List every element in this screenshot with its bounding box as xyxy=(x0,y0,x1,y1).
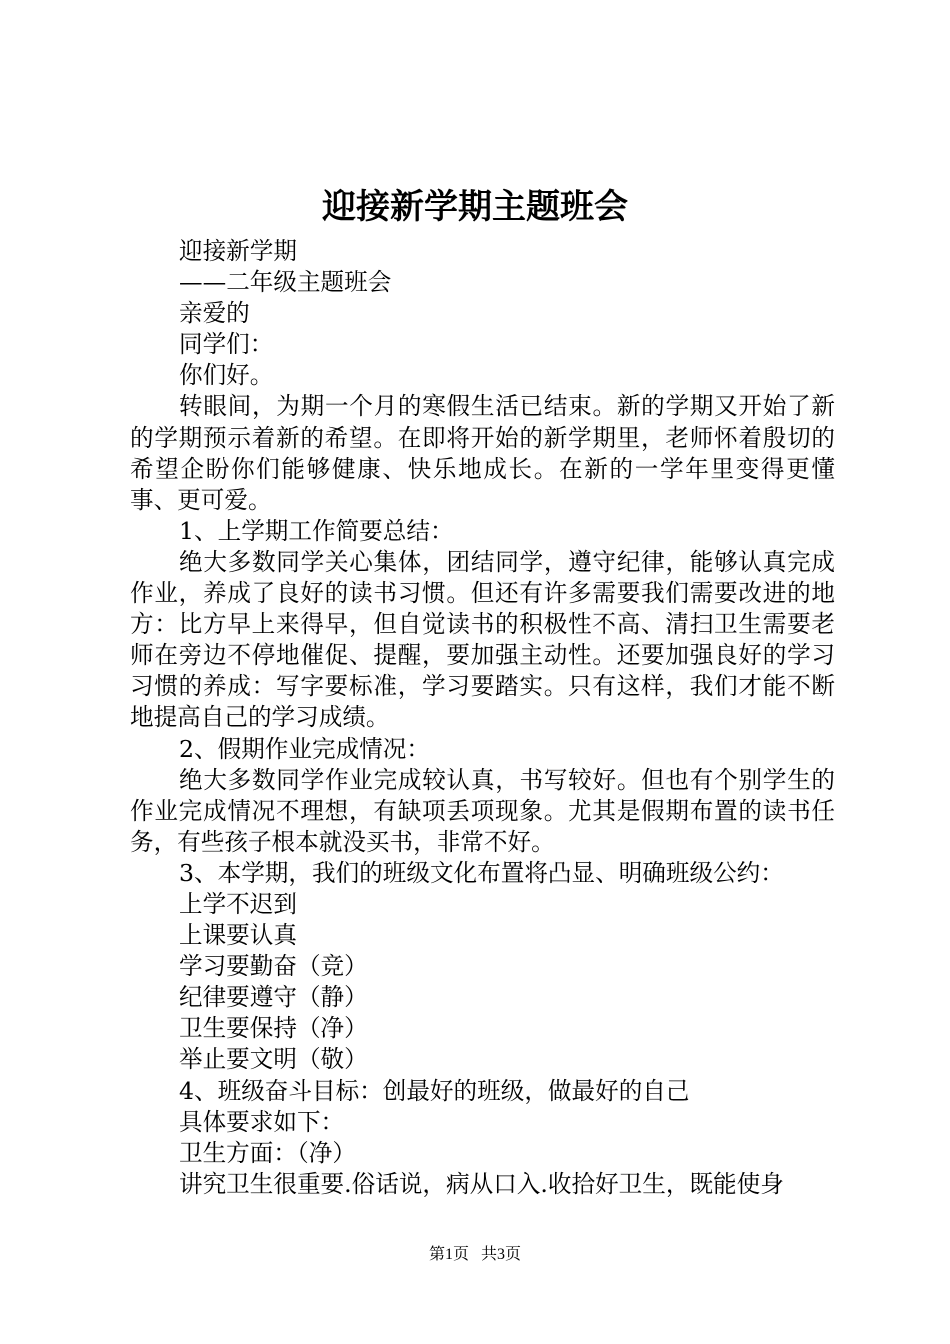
convention-item: 上课要认真 xyxy=(179,921,297,950)
hygiene-heading: 卫生方面：（净） xyxy=(179,1138,356,1167)
homework-paragraph: 绝大多数同学作业完成较认真，书写较好。但也有个别学生的作业完成情况不理想，有缺项丢项现象。尤其是假期布置的读书任务，有些孩子根本就没买书，非常不好。 xyxy=(130,765,835,856)
document-title: 迎接新学期主题班会 xyxy=(322,187,628,227)
convention-item: 纪律要遵守（静） xyxy=(179,983,368,1012)
section-heading-3: 3、本学期，我们的班级文化布置将凸显、明确班级公约： xyxy=(179,858,784,887)
page-number: 第1页 xyxy=(428,1246,469,1263)
convention-item: 学习要勤奋（竞） xyxy=(179,952,368,981)
greeting-line: 你们好。 xyxy=(179,361,274,390)
page-total: 共3页 xyxy=(481,1246,522,1263)
document-body xyxy=(130,236,835,1200)
summary-paragraph: 绝大多数同学关心集体，团结同学，遵守纪律，能够认真完成作业，养成了良好的读书习惯。但还有许多需要我们需要改进的地方：比方早上来得早，但自觉读书的积极性不高、清扫卫生需要老师在旁边不停地催促、提醒，要加强主动性。还要加强良好的学习习惯的养成：写字要标准，学习要踏实。只有这样，我们才能不断地提高自己的学习成绩。 xyxy=(130,547,835,732)
subtitle-line: 迎接新学期 xyxy=(179,237,297,265)
requirements-intro: 具体要求如下： xyxy=(179,1107,345,1136)
convention-item: 卫生要保持（净） xyxy=(179,1014,368,1043)
convention-item: 举止要文明（敬） xyxy=(179,1045,368,1074)
section-heading-2: 2、假期作业完成情况： xyxy=(179,734,430,763)
salutation-line: 亲爱的 xyxy=(179,299,250,328)
intro-paragraph: 转眼间，为期一个月的寒假生活已结束。新的学期又开始了新的学期预示着新的希望。在即将开始的新学期里，老师怀着殷切的希望企盼你们能够健康、快乐地成长。在新的一学年里变得更懂事、更可爱。 xyxy=(130,392,835,514)
convention-item: 上学不迟到 xyxy=(179,889,297,918)
page-footer xyxy=(0,1244,950,1266)
salutation-students-line: 同学们： xyxy=(179,330,274,359)
hygiene-paragraph: 讲究卫生很重要.俗话说，病从口入.收拾好卫生，既能使身 xyxy=(179,1169,784,1198)
section-heading-4: 4、班级奋斗目标：创最好的班级，做最好的自己 xyxy=(179,1076,690,1105)
section-heading-1: 1、上学期工作简要总结： xyxy=(179,516,454,545)
subtitle-grade-line: ——二年级主题班会 xyxy=(179,268,392,297)
